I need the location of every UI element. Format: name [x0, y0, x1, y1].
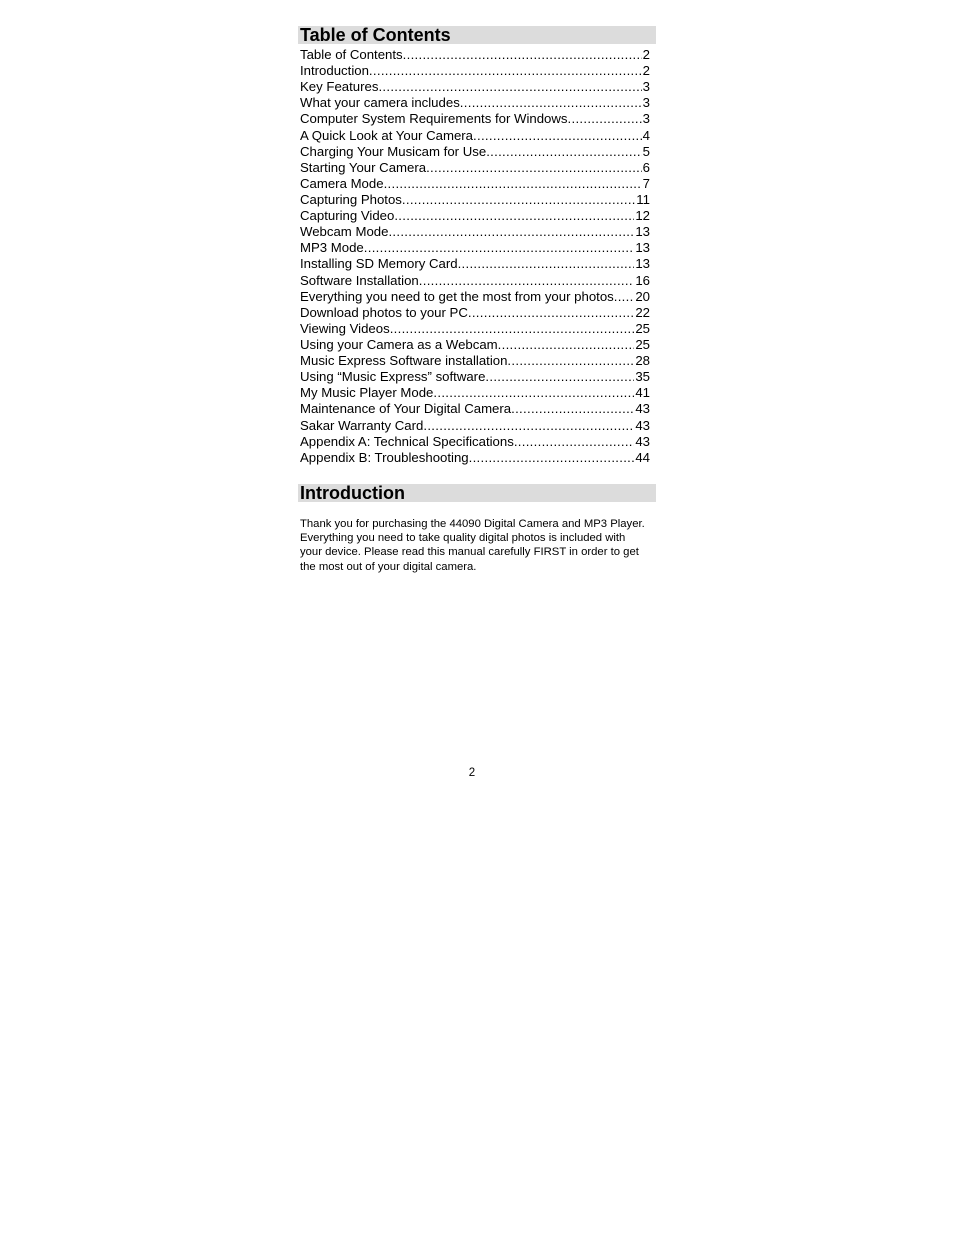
toc-dot-leader — [469, 450, 635, 466]
toc-entry[interactable] — [300, 321, 650, 337]
toc-entry[interactable] — [300, 289, 650, 305]
toc-dot-leader — [568, 111, 642, 127]
toc-entry-title: Computer System Requirements for Windows — [300, 111, 568, 127]
toc-entry-title: Maintenance of Your Digital Camera — [300, 401, 512, 417]
toc-dot-leader — [473, 128, 642, 144]
toc-list — [298, 47, 656, 466]
toc-dot-leader — [388, 224, 634, 240]
toc-dot-leader — [419, 273, 635, 289]
toc-dot-leader — [364, 240, 635, 256]
toc-heading: Table of Contents — [298, 26, 656, 44]
toc-entry-page: 12 — [635, 208, 650, 224]
toc-entry-page: 2 — [642, 47, 650, 62]
toc-entry-title: Installing SD Memory Card — [300, 256, 458, 272]
toc-entry[interactable] — [300, 224, 650, 240]
toc-entry-page: 25 — [635, 336, 650, 352]
toc-entry-title: Key Features — [300, 79, 379, 95]
toc-entry-title: Capturing Video — [300, 208, 395, 224]
toc-entry-page: 43 — [635, 433, 650, 449]
toc-dot-leader — [433, 385, 634, 401]
toc-entry[interactable] — [300, 144, 650, 160]
toc-entry-page: 16 — [635, 272, 650, 288]
toc-entry-title: Webcam Mode — [300, 224, 389, 240]
toc-entry[interactable] — [300, 353, 650, 369]
toc-dot-leader — [423, 418, 634, 434]
toc-entry-title: A Quick Look at Your Camera — [300, 127, 474, 143]
toc-entry-title: Table of Contents — [300, 47, 403, 62]
toc-entry[interactable] — [300, 385, 650, 401]
toc-entry[interactable] — [300, 256, 650, 272]
toc-entry-title: What your camera includes — [300, 95, 460, 111]
introduction-heading: Introduction — [298, 484, 656, 502]
toc-dot-leader — [498, 337, 635, 353]
toc-entry-page: 7 — [642, 175, 650, 191]
toc-entry-page: 20 — [635, 288, 650, 304]
toc-dot-leader — [614, 289, 635, 305]
toc-dot-leader — [468, 305, 634, 321]
toc-dot-leader — [369, 63, 642, 79]
toc-entry-title: Charging Your Musicam for Use — [300, 143, 487, 159]
toc-entry-page: 43 — [635, 417, 650, 433]
toc-dot-leader — [485, 369, 634, 385]
toc-entry-page: 13 — [635, 224, 650, 240]
toc-entry-title: Capturing Photos — [300, 191, 402, 207]
toc-dot-leader — [507, 353, 634, 369]
toc-entry-title: Download photos to your PC — [300, 304, 468, 320]
toc-entry-title: Sakar Warranty Card — [300, 417, 424, 433]
toc-dot-leader — [426, 160, 642, 176]
toc-dot-leader — [511, 401, 634, 417]
toc-entry[interactable] — [300, 111, 650, 127]
toc-entry-title: Software Installation — [300, 272, 419, 288]
toc-dot-leader — [378, 79, 641, 95]
toc-entry-title: Appendix B: Troubleshooting — [300, 449, 469, 465]
toc-entry-page: 5 — [642, 143, 650, 159]
toc-entry[interactable] — [300, 369, 650, 385]
page-number: 2 — [468, 767, 476, 779]
document-column — [298, 26, 656, 574]
toc-entry-page: 6 — [642, 159, 650, 175]
toc-entry-page: 25 — [635, 320, 650, 336]
toc-entry[interactable] — [300, 208, 650, 224]
toc-entry-title: Music Express Software installation — [300, 353, 508, 369]
toc-entry-title: Camera Mode — [300, 175, 384, 191]
toc-dot-leader — [402, 192, 635, 208]
toc-entry-page: 3 — [642, 79, 650, 95]
toc-entry[interactable] — [300, 305, 650, 321]
toc-entry[interactable] — [300, 128, 650, 144]
toc-entry[interactable] — [300, 337, 650, 353]
toc-dot-leader — [394, 208, 634, 224]
toc-entry-title: Using “Music Express” software — [300, 369, 486, 385]
toc-entry[interactable] — [300, 47, 650, 63]
toc-dot-leader — [514, 434, 635, 450]
toc-entry[interactable] — [300, 160, 650, 176]
toc-dot-leader — [486, 144, 641, 160]
toc-entry-page: 41 — [635, 385, 650, 401]
toc-entry-page: 13 — [635, 256, 650, 272]
toc-entry[interactable] — [300, 434, 650, 450]
toc-entry-title: Appendix A: Technical Specifications — [300, 433, 514, 449]
toc-dot-leader — [458, 256, 635, 272]
toc-entry[interactable] — [300, 240, 650, 256]
toc-entry-page: 2 — [642, 63, 650, 79]
toc-entry[interactable] — [300, 176, 650, 192]
toc-dot-leader — [403, 47, 642, 63]
toc-entry-title: MP3 Mode — [300, 240, 364, 256]
toc-entry-title: My Music Player Mode — [300, 385, 434, 401]
toc-entry[interactable] — [300, 401, 650, 417]
toc-entry[interactable] — [300, 418, 650, 434]
toc-entry-page: 4 — [642, 127, 650, 143]
toc-entry-page: 35 — [635, 369, 650, 385]
toc-entry-title: Everything you need to get the most from your photos — [300, 288, 614, 304]
toc-entry-page: 11 — [636, 191, 650, 207]
toc-dot-leader — [390, 321, 635, 337]
toc-entry[interactable] — [300, 63, 650, 79]
toc-entry-page: 3 — [642, 95, 650, 111]
toc-entry[interactable] — [300, 450, 650, 466]
toc-entry-page: 44 — [635, 449, 650, 465]
toc-entry[interactable] — [300, 79, 650, 95]
toc-entry-title: Viewing Videos — [300, 320, 390, 336]
toc-entry[interactable] — [300, 273, 650, 289]
toc-entry-page: 22 — [635, 304, 650, 320]
toc-entry-page: 43 — [635, 401, 650, 417]
toc-entry-title: Introduction — [300, 63, 369, 79]
toc-entry-page: 13 — [635, 240, 650, 256]
toc-entry-page: 3 — [642, 111, 650, 127]
toc-dot-leader — [384, 176, 642, 192]
toc-dot-leader — [460, 95, 642, 111]
toc-entry-title: Using your Camera as a Webcam — [300, 336, 498, 352]
introduction-paragraph: Thank you for purchasing the 44090 Digital Camera and MP3 Player. Everything you need to take quality digital photos is included with your device. Please read this manual carefully FIRST in order to get the most out of your digital camera. — [300, 517, 645, 573]
toc-entry-title: Starting Your Camera — [300, 159, 427, 175]
toc-entry-page: 28 — [635, 353, 650, 369]
toc-entry[interactable] — [300, 95, 650, 111]
toc-entry[interactable] — [300, 192, 650, 208]
